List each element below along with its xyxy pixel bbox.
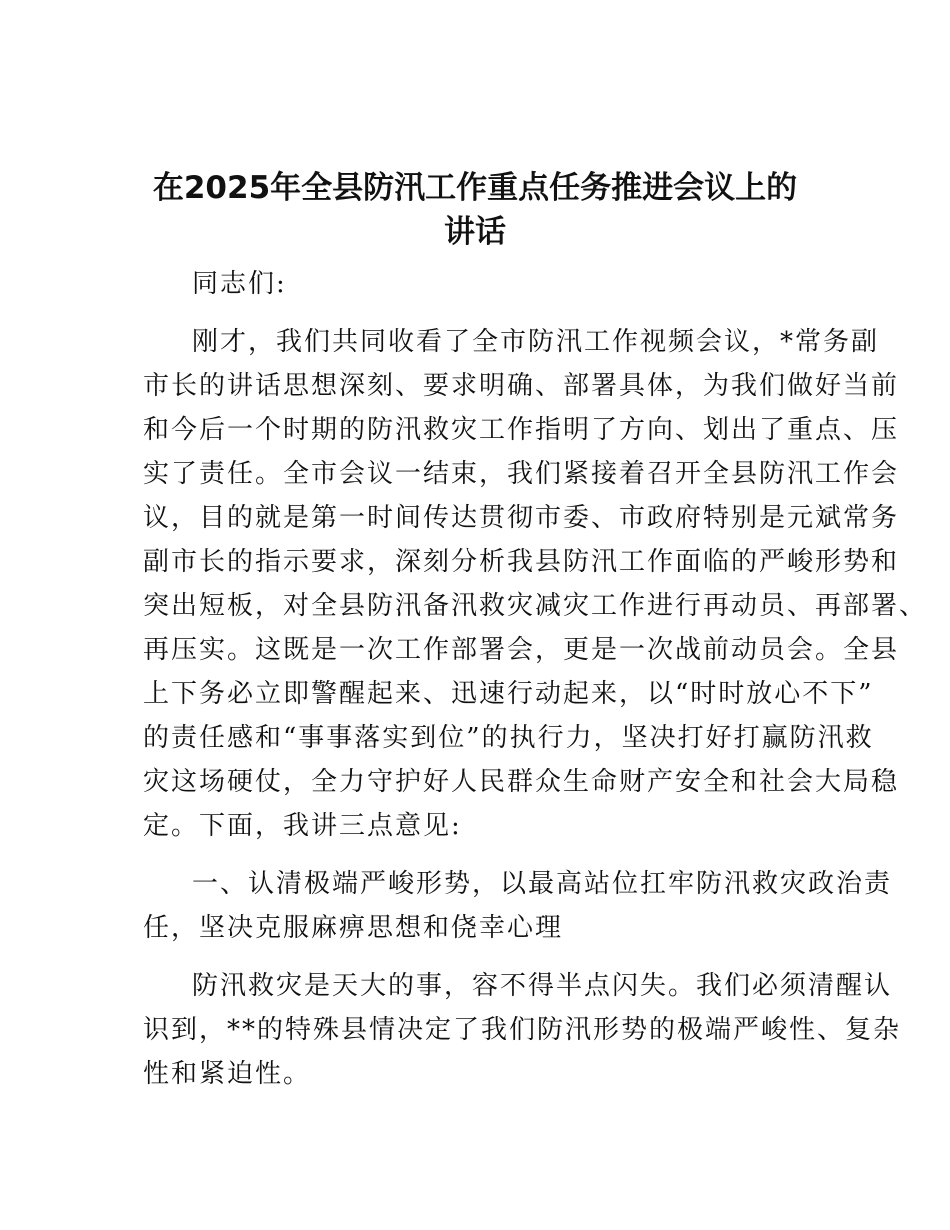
paragraph-line: 再压实。这既是一次工作部署会，更是一次战前动员会。全县 [143, 635, 900, 665]
document-title [120, 166, 830, 254]
paragraph-line: 识到，**的特殊县情决定了我们防汛形势的极端严峻性、复杂 [143, 1015, 902, 1045]
title-line: 讲话 [444, 214, 506, 250]
greeting: 同志们: [192, 269, 287, 299]
paragraph-line: 上下务必立即警醒起来、迅速行动起来，以“时时放心不下” [143, 679, 874, 709]
paragraph-intro [143, 320, 928, 848]
document-body [143, 262, 928, 1096]
paragraph-line: 市长的讲话思想深刻、要求明确、部署具体，为我们做好当前 [143, 371, 900, 401]
paragraph-body [143, 964, 902, 1096]
section-heading-1 [143, 862, 893, 950]
title-line: 在2025年全县防汛工作重点任务推进会议上的 [152, 170, 798, 206]
paragraph-line: 的责任感和“事事落实到位”的执行力，坚决打好打赢防汛救 [143, 723, 874, 753]
paragraph-line: 性和紧迫性。 [143, 1059, 312, 1089]
paragraph-line: 定。下面，我讲三点意见: [143, 811, 462, 841]
paragraph-line: 实了责任。全市会议一结束，我们紧接着召开全县防汛工作会 [143, 459, 900, 489]
heading-line: 一、认清极端严峻形势，以最高站位扛牢防汛救灾政治责 [192, 869, 893, 899]
paragraph-line: 刚才，我们共同收看了全市防汛工作视频会议，*常务副 [192, 327, 880, 357]
paragraph-line: 副市长的指示要求，深刻分析我县防汛工作面临的严峻形势和 [143, 547, 900, 577]
paragraph-line: 防汛救灾是天大的事，容不得半点闪失。我们必须清醒认 [192, 971, 893, 1001]
paragraph-line: 突出短板，对全县防汛备汛救灾减灾工作进行再动员、再部署、 [143, 591, 928, 621]
heading-line: 任，坚决克服麻痹思想和侥幸心理 [143, 913, 564, 943]
paragraph-line: 灾这场硬仗，全力守护好人民群众生命财产安全和社会大局稳 [143, 767, 900, 797]
paragraph-line: 议，目的就是第一时间传达贯彻市委、市政府特别是元斌常务 [143, 503, 900, 533]
paragraph-line: 和今后一个时期的防汛救灾工作指明了方向、划出了重点、压 [143, 415, 900, 445]
